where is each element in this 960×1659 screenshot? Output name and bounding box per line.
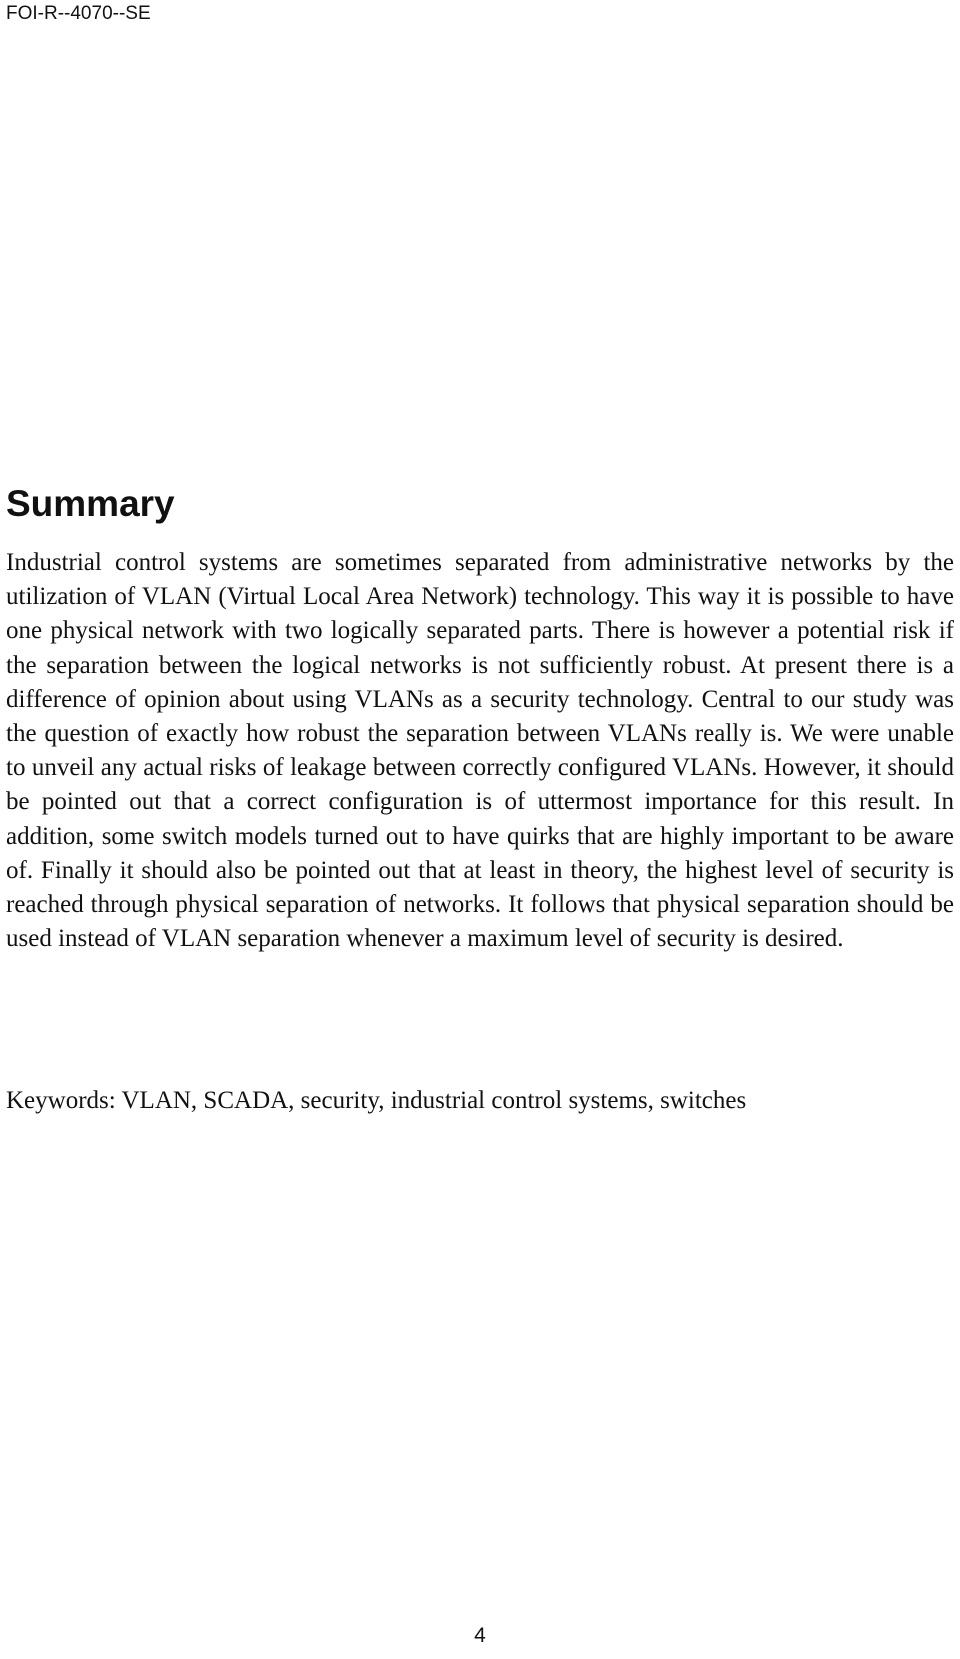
keywords-line: Keywords: VLAN, SCADA, security, industrial control systems, switches	[6, 1087, 747, 1114]
summary-paragraph: Industrial control systems are sometimes separated from administrative networks by the utilization of VLAN (Virtual Local Area Network) technology. This way it is possible to have one physical network with two logically separated parts. There is however a potential risk if the separation between the logical networks is not sufficiently robust. At present there is a difference of opinion about using VLANs as a security technology. Central to our study was the question of exactly how robust the separation between VLANs really is. We were unable to unveil any actual risks of leakage between correctly configured VLANs. However, it should be pointed out that a correct configuration is of uttermost importance for this result. In addition, some switch models turned out to have quirks that are highly important to be aware of. Finally it should also be pointed out that at least in theory, the highest level of security is reached through physical separation of networks. It follows that physical separation should be used instead of VLAN separation whenever a maximum level of security is desired.	[6, 549, 954, 953]
document-id: FOI-R--4070--SE	[6, 3, 151, 24]
section-heading-summary: Summary	[6, 483, 175, 524]
page-number: 4	[474, 1624, 486, 1647]
